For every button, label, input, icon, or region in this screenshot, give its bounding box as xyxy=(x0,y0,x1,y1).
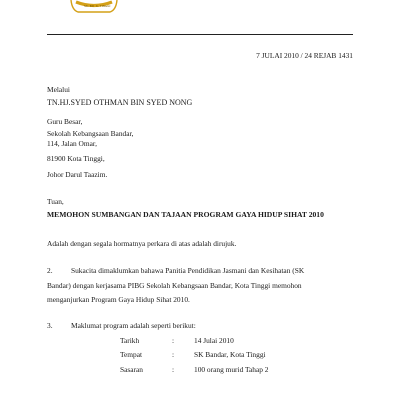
recipient-address-line: Johor Darul Taazim. xyxy=(47,170,108,179)
salutation: Tuan, xyxy=(47,197,64,206)
letter-subject: MEMOHON SUMBANGAN DAN TAJAAN PROGRAM GAYA HIDUP SIHAT 2010 xyxy=(47,210,324,219)
recipient-address-line: Sekolah Kebangsaan Bandar, xyxy=(47,129,134,138)
detail-label-target: Sasaran xyxy=(120,365,143,374)
paragraph-line: menganjurkan Program Gaya Hidup Sihat 2010. xyxy=(47,295,190,304)
school-logo xyxy=(70,0,118,14)
recipient-address-line: Guru Besar, xyxy=(47,117,83,126)
detail-label-date: Tarikh xyxy=(120,336,140,345)
recipient-address-line: 81900 Kota Tinggi, xyxy=(47,154,105,163)
logo-text-left: SK. BD xyxy=(84,4,95,8)
letter-date: 7 JULAI 2010 / 24 REJAB 1431 xyxy=(256,51,353,60)
detail-colon: : xyxy=(172,350,175,359)
recipient-name: TN.HJ.SYED OTHMAN BIN SYED NONG xyxy=(47,98,193,107)
paragraph-line: Maklumat program adalah seperti berikut: xyxy=(71,321,196,330)
paragraph-line: Sukacita dimaklumkan bahawa Panitia Pendidikan Jasmani dan Kesihatan (SK xyxy=(71,266,305,275)
detail-value-venue: SK Bandar, Kota Tinggi xyxy=(194,350,266,359)
via-label: Melalui xyxy=(47,85,70,94)
intro-paragraph: Adalah dengan segala hormatnya perkara di atas adalah dirujuk. xyxy=(47,239,237,248)
paragraph-line: Bandar) dengan kerjasama PIBG Sekolah Kebangsaan Bandar, Kota Tinggi memohon xyxy=(47,281,302,290)
detail-colon: : xyxy=(172,365,175,374)
detail-value-target: 100 orang murid Tahap 2 xyxy=(194,365,269,374)
recipient-address-line: 114, Jalan Omar, xyxy=(47,139,97,148)
paragraph-number: 2. xyxy=(47,266,53,275)
logo-text-right: K. TINGGI xyxy=(96,4,111,8)
header-rule xyxy=(47,34,353,35)
detail-label-venue: Tempat xyxy=(120,350,143,359)
detail-colon: : xyxy=(172,336,175,345)
paragraph-number: 3. xyxy=(47,321,53,330)
detail-value-date: 14 Julai 2010 xyxy=(194,336,234,345)
